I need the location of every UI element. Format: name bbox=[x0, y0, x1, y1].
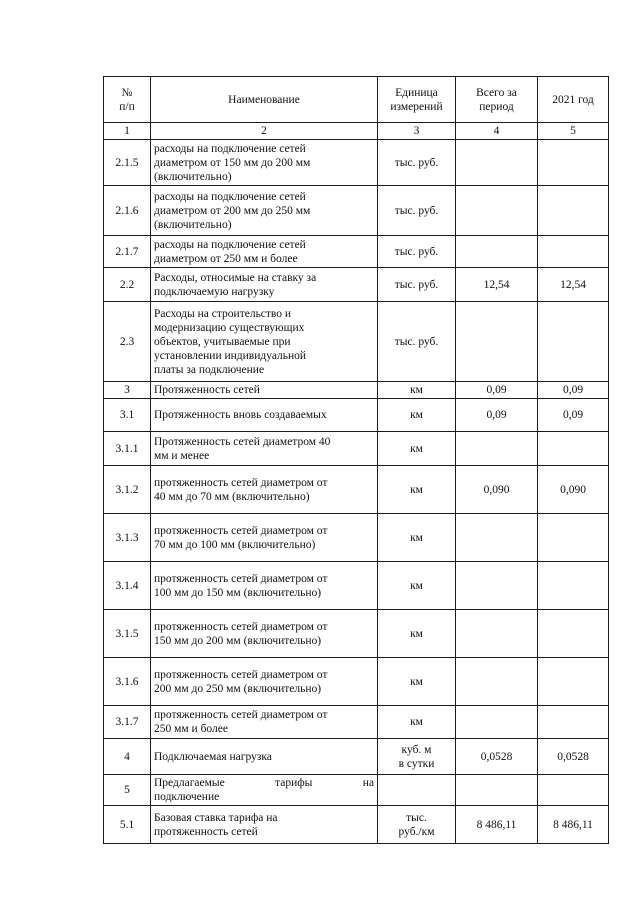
table-row bbox=[104, 140, 609, 186]
col-number: 5 bbox=[538, 123, 609, 140]
row-year bbox=[538, 236, 609, 268]
col-number: 4 bbox=[456, 123, 538, 140]
row-unit: км bbox=[378, 610, 456, 658]
row-num: 3.1.6 bbox=[104, 658, 151, 706]
row-name: расходы на подключение сетей диаметром от 200 мм до 250 мм (включительно) bbox=[151, 186, 378, 236]
row-num: 2.1.5 bbox=[104, 140, 151, 186]
row-unit: тыс. руб. bbox=[378, 140, 456, 186]
row-num: 5 bbox=[104, 775, 151, 806]
table-row bbox=[104, 302, 609, 382]
table-row bbox=[104, 562, 609, 610]
row-num: 3.1.1 bbox=[104, 432, 151, 466]
row-num: 2.1.7 bbox=[104, 236, 151, 268]
row-name: протяженность сетей диаметром от 70 мм до 100 мм (включительно) bbox=[151, 514, 378, 562]
row-num: 3.1.2 bbox=[104, 466, 151, 514]
row-year: 0,09 bbox=[538, 382, 609, 399]
row-total bbox=[456, 706, 538, 739]
row-num: 3.1.4 bbox=[104, 562, 151, 610]
table-row bbox=[104, 775, 609, 806]
row-total: 8 486,11 bbox=[456, 806, 538, 844]
row-num: 3.1.7 bbox=[104, 706, 151, 739]
table-row bbox=[104, 610, 609, 658]
row-unit bbox=[378, 775, 456, 806]
row-year bbox=[538, 706, 609, 739]
row-year: 0,09 bbox=[538, 399, 609, 432]
row-year bbox=[538, 432, 609, 466]
row-total bbox=[456, 775, 538, 806]
row-total bbox=[456, 140, 538, 186]
row-name: Протяженность вновь создаваемых bbox=[151, 399, 378, 432]
row-name: протяженность сетей диаметром от 150 мм до 200 мм (включительно) bbox=[151, 610, 378, 658]
row-unit: тыс. руб. bbox=[378, 236, 456, 268]
row-total: 0,09 bbox=[456, 382, 538, 399]
col-number: 3 bbox=[378, 123, 456, 140]
table-row bbox=[104, 382, 609, 399]
row-name-text: Предлагаемые тарифы на подключение bbox=[154, 777, 374, 803]
row-unit: км bbox=[378, 514, 456, 562]
row-total bbox=[456, 186, 538, 236]
row-total bbox=[456, 432, 538, 466]
row-total bbox=[456, 302, 538, 382]
table-row bbox=[104, 186, 609, 236]
row-name: Протяженность сетей bbox=[151, 382, 378, 399]
row-unit: км bbox=[378, 466, 456, 514]
row-num: 3.1.3 bbox=[104, 514, 151, 562]
header-num: № п/п bbox=[104, 77, 151, 123]
row-name: протяженность сетей диаметром от 250 мм и более bbox=[151, 706, 378, 739]
row-num: 3.1 bbox=[104, 399, 151, 432]
row-unit: км bbox=[378, 399, 456, 432]
table-row bbox=[104, 806, 609, 844]
row-year bbox=[538, 514, 609, 562]
row-total: 0,0528 bbox=[456, 739, 538, 775]
table-row bbox=[104, 399, 609, 432]
tariff-table bbox=[103, 76, 609, 844]
row-year bbox=[538, 140, 609, 186]
row-year bbox=[538, 186, 609, 236]
col-number: 1 bbox=[104, 123, 151, 140]
row-unit: тыс. руб. bbox=[378, 302, 456, 382]
row-year: 12,54 bbox=[538, 268, 609, 302]
row-name: Протяженность сетей диаметром 40 мм и менее bbox=[151, 432, 378, 466]
row-year bbox=[538, 302, 609, 382]
row-unit: км bbox=[378, 562, 456, 610]
row-year: 0,0528 bbox=[538, 739, 609, 775]
row-total bbox=[456, 514, 538, 562]
row-name: протяженность сетей диаметром от 40 мм до 70 мм (включительно) bbox=[151, 466, 378, 514]
table-row bbox=[104, 739, 609, 775]
table-header-row bbox=[104, 77, 609, 123]
table-row bbox=[104, 268, 609, 302]
row-total: 12,54 bbox=[456, 268, 538, 302]
table-row bbox=[104, 658, 609, 706]
row-total: 0,090 bbox=[456, 466, 538, 514]
col-number: 2 bbox=[151, 123, 378, 140]
row-unit: км bbox=[378, 382, 456, 399]
row-unit: куб. м в сутки bbox=[378, 739, 456, 775]
table-row bbox=[104, 514, 609, 562]
row-total bbox=[456, 658, 538, 706]
row-num: 2.2 bbox=[104, 268, 151, 302]
row-num: 3.1.5 bbox=[104, 610, 151, 658]
row-name: протяженность сетей диаметром от 200 мм до 250 мм (включительно) bbox=[151, 658, 378, 706]
row-year bbox=[538, 658, 609, 706]
row-year: 0,090 bbox=[538, 466, 609, 514]
header-unit: Единица измерений bbox=[378, 77, 456, 123]
header-name: Наименование bbox=[151, 77, 378, 123]
table-row bbox=[104, 466, 609, 514]
row-name: Расходы на строительство и модернизацию существующих объектов, учитываемые при установлении индивидуальной платы за подключение bbox=[151, 302, 378, 382]
row-name: протяженность сетей диаметром от 100 мм до 150 мм (включительно) bbox=[151, 562, 378, 610]
table-row bbox=[104, 706, 609, 739]
row-num: 5.1 bbox=[104, 806, 151, 844]
row-year bbox=[538, 775, 609, 806]
row-num: 2.1.6 bbox=[104, 186, 151, 236]
row-total bbox=[456, 610, 538, 658]
row-total bbox=[456, 562, 538, 610]
row-num: 3 bbox=[104, 382, 151, 399]
row-year: 8 486,11 bbox=[538, 806, 609, 844]
table-row bbox=[104, 236, 609, 268]
row-name: расходы на подключение сетей диаметром от 250 мм и более bbox=[151, 236, 378, 268]
row-unit: км bbox=[378, 706, 456, 739]
header-year: 2021 год bbox=[538, 77, 609, 123]
row-unit: км bbox=[378, 432, 456, 466]
row-name: Подключаемая нагрузка bbox=[151, 739, 378, 775]
row-num: 4 bbox=[104, 739, 151, 775]
row-name: расходы на подключение сетей диаметром от 150 мм до 200 мм (включительно) bbox=[151, 140, 378, 186]
row-unit: км bbox=[378, 658, 456, 706]
row-unit: тыс. руб. bbox=[378, 186, 456, 236]
table-row bbox=[104, 432, 609, 466]
row-year bbox=[538, 562, 609, 610]
row-name: Базовая ставка тарифа на протяженность сетей bbox=[151, 806, 378, 844]
row-unit: тыс. руб./км bbox=[378, 806, 456, 844]
row-num: 2.3 bbox=[104, 302, 151, 382]
row-name bbox=[151, 775, 378, 806]
row-unit: тыс. руб. bbox=[378, 268, 456, 302]
row-total: 0,09 bbox=[456, 399, 538, 432]
row-total bbox=[456, 236, 538, 268]
row-name: Расходы, относимые на ставку за подключаемую нагрузку bbox=[151, 268, 378, 302]
column-number-row bbox=[104, 123, 609, 140]
header-total: Всего за период bbox=[456, 77, 538, 123]
row-year bbox=[538, 610, 609, 658]
